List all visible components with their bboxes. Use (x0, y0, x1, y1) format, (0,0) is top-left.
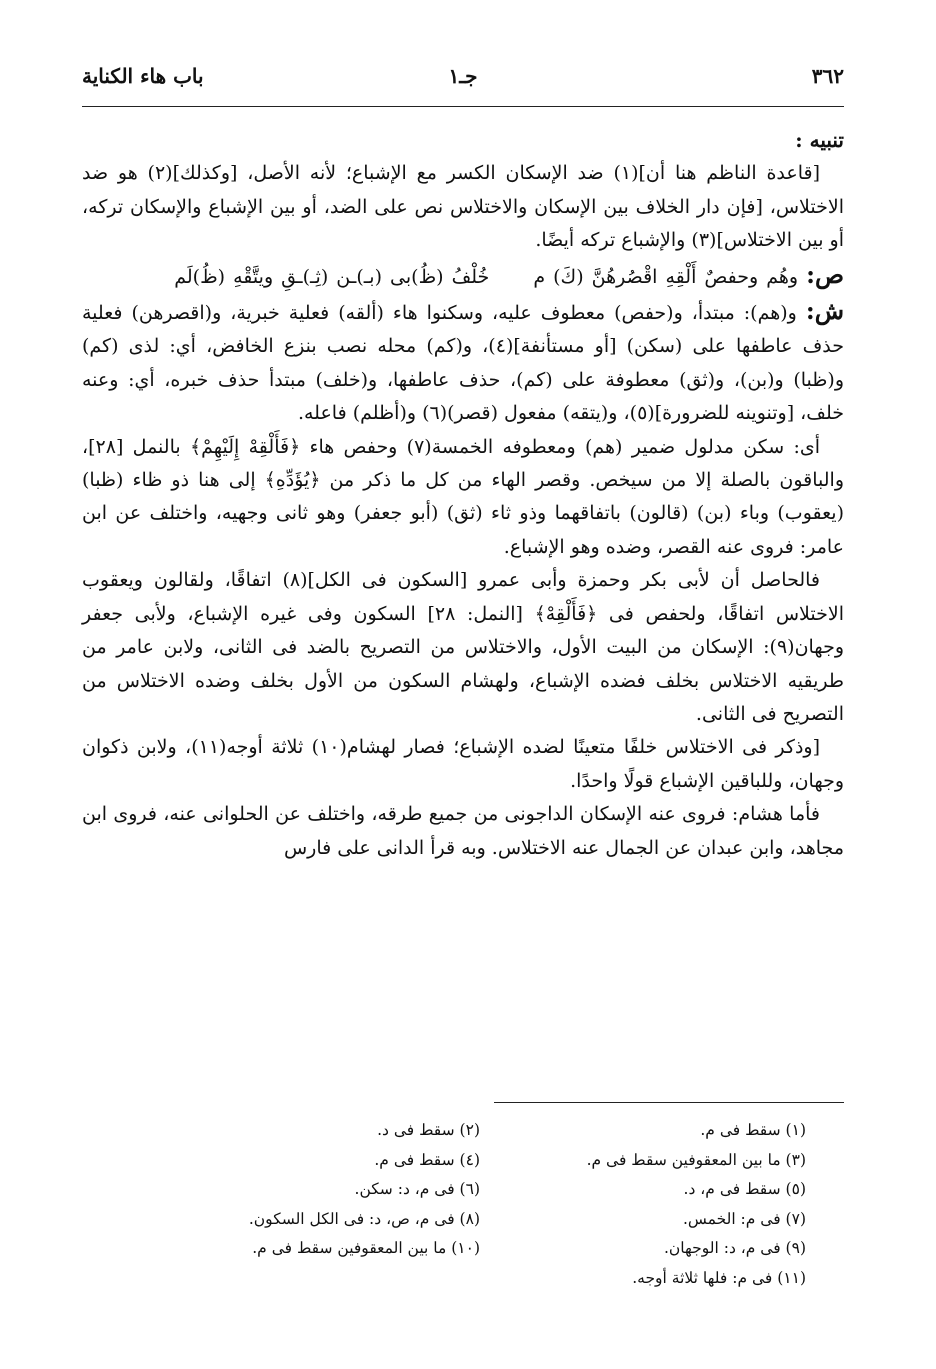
footnote: (١٠) ما بين المعقوفين سقط فى م. (252, 1239, 480, 1257)
footnote: (٤) سقط فى م. (374, 1150, 480, 1169)
page-number: ٣٦٢ (811, 64, 844, 88)
section-heading: تنبيه : (795, 128, 844, 152)
paragraph-summary: فالحاصل أن لأبى بكر وحمزة وأبى عمرو [السكون فى الكل](٨) اتفاقًا، ولقالون ويعقوب الاختلاس اتفاقًا، ولحفص فى ﴿فَأَلْقِهْ﴾ [النمل: ٢٨] السكون وفى غيره الإشباع، ولأبى جعفر وجهان(٩): الإسكان من البيت الأول، والاختلاس من التصريح بالضد فى الثانى، ولابن عامر من طريقيه الاختلاس بخلف فضده الإشباع، ولهشام السكون من الأول بخلف وضده الاختلاس من التصريح فى الثانى. (82, 569, 844, 725)
paragraph-note: [وذكر فى الاختلاس خلفًا متعينًا لضده الإشباع؛ فصار لهشام(١٠) ثلاثة أوجه(١١)، ولابن ذكوان وجهان، وللباقين الإشباع قولًا واحدًا. (82, 736, 844, 792)
footnote: (١) سقط فى م. (700, 1121, 806, 1139)
footnotes-left-column (150, 1116, 480, 1264)
footnote: (٨) فى م، ص، د: فى الكل السكون. (248, 1209, 480, 1228)
volume-label: جـ١ (448, 64, 478, 88)
sharh-tag: ش: (805, 296, 844, 326)
footnote: (٩) فى م، د: الوجهان. (664, 1239, 806, 1257)
paragraph-sharh (82, 294, 844, 431)
verse-hemistich-b: خُلْفُ (ظُ)بى (بـ)ـن (ثِـ)ـقِ ويتَّقْهِ (ظُ)لَم (174, 265, 490, 288)
verse-line (82, 258, 844, 294)
footnote: (٧) فى م: الخمس. (682, 1209, 806, 1228)
chapter-title: باب هاء الكناية (82, 64, 204, 88)
footnotes-right-column (476, 1116, 806, 1293)
sharh-text: و(هم): مبتدأ، و(حفص) معطوف عليه، وسكنوا هاء (ألقه) فعلية خبرية، و(اقصرهن) فعلية حذف عاطفها على (سكن) [أو مستأنفة](٤)، و(كم) محله نصب بنزع الخافض، أي: لذى (كم) و(ظبا) و(بن)، و(ثق) معطوفة على (كم)، حذف عاطفها، و(خلف) مبتدأ حذف خبره، أي: وعنه خلف، [وتنوينه للضرورة](٥)، و(يتقه) مفعول (قصر)(٦) و(أظلم) فاعله. (82, 302, 844, 425)
footnote: (٥) سقط فى م، د. (683, 1180, 806, 1198)
footnote: (٣) ما بين المعقوفين سقط فى م. (586, 1150, 806, 1169)
footnote: (٦) فى م، د: سكن. (354, 1180, 480, 1198)
footnote-divider (494, 1102, 844, 1103)
main-text (82, 124, 844, 865)
verse-tag: ص: (806, 259, 844, 289)
paragraph-rule: [قاعدة الناظم هنا أن](١) ضد الإسكان الكسر مع الإشباع؛ لأنه الأصل، [وكذلك](٢) هو ضد الاختلاس، [فإن دار الخلاف بين الإسكان والاختلاس نص على الضد، أو بين الإشباع والإسكان تركه، أو بين الاختلاس](٣) والإشباع تركه أيضًا. (82, 162, 844, 252)
verse-hemistich-a: وهُم وحفصٌ أَلْقِهِ اقْصُرهُنَّ (كَ) م (533, 265, 799, 288)
footnote: (٢) سقط فى د. (377, 1121, 480, 1139)
paragraph-explanation: أى: سكن مدلول ضمير (هم) ومعطوفه الخمسة(٧) وحفص هاء ﴿فَأَلْقِهْ إِلَيْهِمْ﴾ بالنمل [٢٨]، والباقون بالصلة إلا من سيخص. وقصر الهاء من كل ما ذكر من ﴿يُؤَدِّهِ﴾ إلى هنا ذو ظاء (ظبا) (يعقوب) وباء (بن) (قالون) باتفاقهما وذو ثاء (ثق) (أبو جعفر) وهو ثانى وجهيه، واختلف عن ابن عامر: فروى عنه القصر، وضده وهو الإشباع. (82, 435, 844, 558)
running-header (82, 62, 844, 107)
paragraph-hisham: فأما هشام: فروى عنه الإسكان الداجونى من جميع طرقه، واختلف عن الحلوانى عنه، فروى ابن مجاهد، وابن عبدان عن الجمال عنه الاختلاس. وبه قرأ الدانى على فارس (82, 803, 844, 859)
footnote: (١١) فى م: فلها ثلاثة أوجه. (632, 1268, 806, 1287)
